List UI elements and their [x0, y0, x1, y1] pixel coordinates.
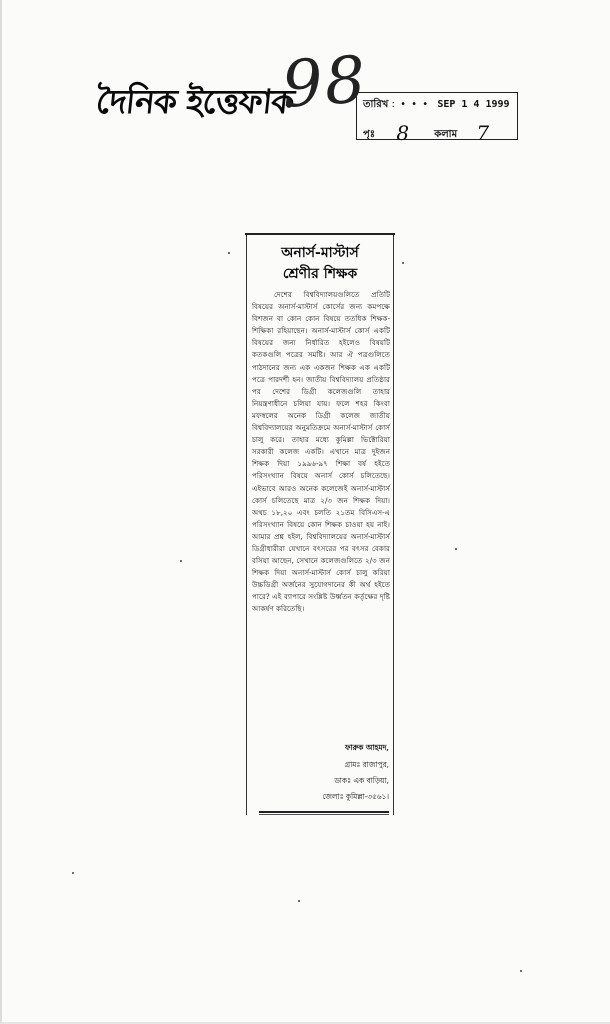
article-body: দেশের বিশ্ববিদ্যালয়গুলিতে প্রতিটি বিষয়ের অনার্স-মাস্টার্স কোর্সের জন্য কমপক্ষে বিশজন বা কোন কোন বিষয়ে ততধিক শিক্ষক-শিক্ষিকা রহিয়াছেন। অনার্স-মাস্টার্স কোর্স একটি বিষয়ের জন্য নির্ধারিত হইলেও বিষয়টি কতকগুলি পত্রের সমষ্টি। আর ঐ পত্রগুলিতে পাঠদানের জন্য এক একজন শিক্ষক এক একটি পত্রে পারদর্শী হন। জাতীয় বিশ্ববিদ্যালয় প্রতিষ্ঠার পর দেশের ডিগ্রী কলেজগুলি তাহার নিয়ন্ত্রণাধীনে চলিয়া যায়। ফলে শহর কিংবা মফস্বলের অনেক ডিগ্রী কলেজ জাতীয় বিশ্ববিদ্যালয়ের অনুমতিক্রমে অনার্স-মাস্টার্স কোর্স চালু করে। তাহার মধ্যে কুমিল্লা ভিক্টোরিয়া সরকারী কলেজ একটি। এখানে মাত্র দুইজন শিক্ষক দিয়া ১৯৯৬-৯৭ শিক্ষা বর্ষ হইতে পরিসংখ্যান বিষয়ে অনার্স কোর্স চলিতেছে। এইভাবে আরও অনেক কলেজেই অনার্স-মাস্টার্স কোর্স চলিতেছে মাত্র ২/৩ জন শিক্ষক দিয়া। অথচ ১৮,২০ এবং চলতি ২১তম বিসিএস-এ পরিসংখ্যান বিষয়ে কোন শিক্ষক চাওয়া হয় নাই। আমার প্রশ্ন হইল, বিশ্ববিদ্যালয়ের অনার্স-মাস্টার্স ডিগ্রীধারীরা যেখানে বৎসরের পর বৎসর বেকার বসিয়া আছেন, সেখানে কলেজগুলিতে ২/৩ জন শিক্ষক দিয়া অনার্স-মাস্টার্স কোর্স চালু করিয়া উচ্চডিগ্রী অর্জনের সুযোগদানের কী অর্থ হইতে পারে? এই ব্যাপারে সংশ্লিষ্ট উর্ধ্বতন কর্তৃক্ষের দৃষ্টি আকর্ষণ করিতেছি।: [252, 290, 390, 614]
date-page-stamp: [356, 92, 518, 145]
stamp-column-value: 7: [476, 121, 490, 145]
stamp-page-row: [363, 118, 489, 144]
author-post-office: ডাকঃ এক বাড়িয়া,: [334, 776, 389, 785]
stamp-column-label: কলাম: [434, 129, 458, 140]
scan-speck: [228, 252, 230, 254]
scan-speck: [72, 872, 74, 874]
article-headline-line-1: অনার্স-মাস্টার্স: [281, 245, 359, 261]
scan-speck: [402, 262, 404, 264]
stamp-date-label: তারিখ: [363, 99, 389, 110]
scan-speck: [298, 900, 300, 902]
stamp-dots: : • • •: [391, 99, 434, 110]
author-name: ফারুক আহমদ,: [344, 743, 389, 752]
article-headline-line-2: শ্রেণীর শিক্ষক: [282, 266, 358, 282]
scan-speck: [520, 970, 522, 972]
stamp-page-value: 8: [396, 121, 410, 145]
scan-speck: [180, 560, 182, 562]
author-district: জেলাঃ কুমিল্লা-৩৫৬১।: [322, 792, 389, 801]
clipping-bottom-rule-thin: [259, 814, 389, 815]
handwritten-archive-number: 98: [279, 43, 370, 123]
newspaper-logo: দৈনিক ইত্তেফাক: [94, 82, 296, 121]
article-clipping: [246, 233, 394, 815]
clipping-top-rule: [245, 233, 395, 235]
stamp-date-value: SEP 1 4 1999: [437, 99, 510, 110]
stamp-date-row: [363, 97, 510, 114]
scan-speck: [455, 548, 457, 550]
author-village: গ্রামঃ রাজাপুর,: [344, 760, 389, 769]
clipping-bottom-rule: [259, 811, 389, 813]
stamp-page-label: পৃঃ: [363, 129, 376, 140]
